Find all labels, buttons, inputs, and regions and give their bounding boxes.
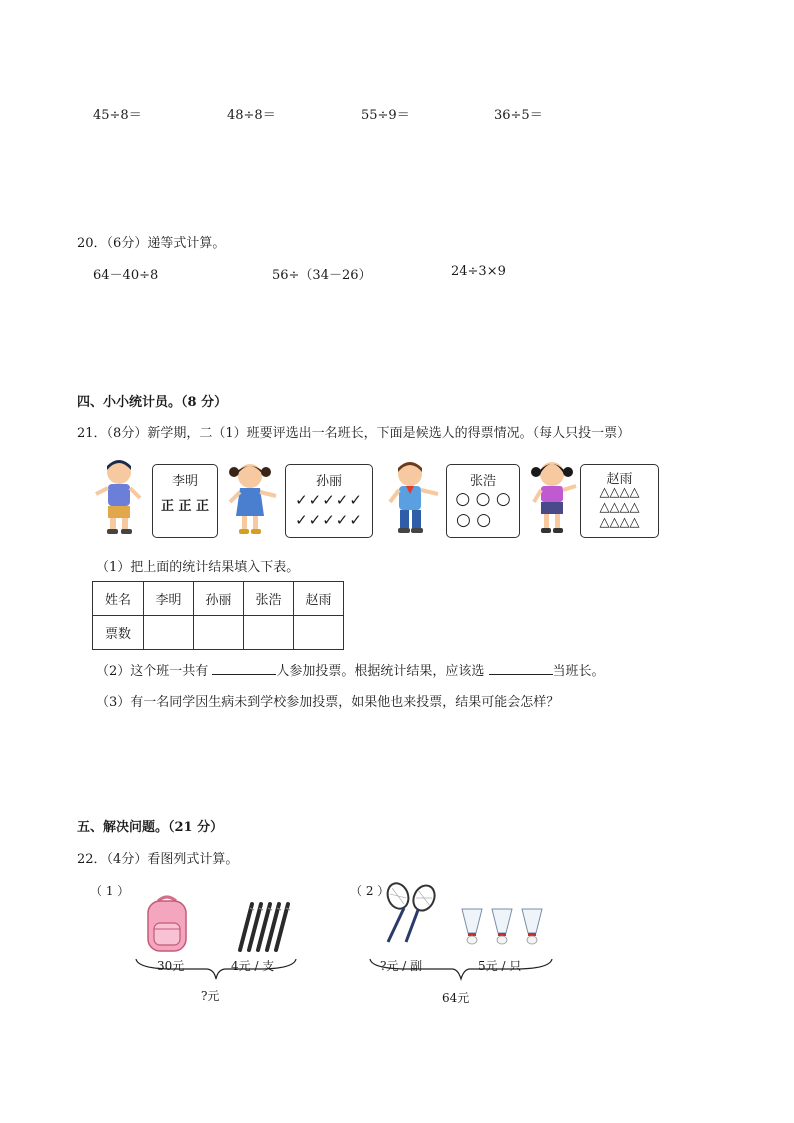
table-header-label: 姓名 <box>93 582 144 616</box>
candidate-name: 李明 <box>171 474 198 489</box>
vote-count-cell[interactable] <box>194 616 244 650</box>
tally-marks: 正 正 正 <box>160 499 210 514</box>
class-leader-blank[interactable] <box>489 662 553 675</box>
total-voters-blank[interactable] <box>212 662 276 675</box>
vote-count-cell[interactable] <box>294 616 344 650</box>
table-row <box>93 616 344 650</box>
vote-stat-table <box>92 581 344 650</box>
vote-count-cell[interactable] <box>244 616 294 650</box>
p2-total-label: 64元 <box>442 991 470 1005</box>
triangle-marks-row3: △△△△ <box>599 515 640 530</box>
check-marks-row2: ✓✓✓✓✓ <box>295 511 363 529</box>
vote-box-sunli <box>285 464 373 538</box>
badminton-rackets-icon <box>380 880 442 948</box>
racket-price-label: ?元 / 副 <box>380 959 423 973</box>
pens-icon <box>232 898 292 954</box>
circle-marks-row2: ○ ○ <box>456 510 492 530</box>
q19-expr-4: 36÷5＝ <box>494 108 543 123</box>
section5-title: 五、解决问题。（21 分） <box>77 820 224 835</box>
vote-box-liming <box>152 464 218 538</box>
q21-sub2 <box>96 660 605 679</box>
q22-title: 22．（4分）看图列式计算。 <box>77 852 239 867</box>
child-boy-2-illustration <box>384 458 442 538</box>
table-name-cell: 张浩 <box>244 582 294 616</box>
q21-sub3: （3）有一名同学因生病未到学校参加投票，如果他也来投票，结果可能会怎样？ <box>96 695 560 710</box>
table-name-cell: 李明 <box>144 582 194 616</box>
q22-p1-label: （ 1 ） <box>90 884 130 898</box>
vote-count-cell[interactable] <box>144 616 194 650</box>
table-row-label: 票数 <box>93 616 144 650</box>
section4-title: 四、小小统计员。（8 分） <box>77 395 228 410</box>
vote-box-zhanghao <box>446 464 520 538</box>
q20-title: 20．（6分）递等式计算。 <box>77 236 226 251</box>
circle-marks-row1: ○ ○ ○ <box>455 489 511 509</box>
child-boy-1-illustration <box>92 456 146 538</box>
shuttle-price-label: 5元 / 只 <box>478 959 522 973</box>
triangle-marks-row2: △△△△ <box>599 500 640 515</box>
q21-sub2-part-a: （2）这个班一共有 <box>96 664 213 679</box>
table-name-cell: 孙丽 <box>194 582 244 616</box>
q20-expr-3: 24÷3×9 <box>451 264 506 279</box>
q22-p2-label: （ 2 ） <box>350 884 390 898</box>
triangle-marks-row1: △△△△ <box>599 485 640 500</box>
p1-total-label: ?元 <box>201 989 220 1003</box>
bag-price-label: 30元 <box>157 959 185 973</box>
q20-expr-2: 56÷（34－26） <box>272 268 372 283</box>
table-name-cell: 赵雨 <box>294 582 344 616</box>
q21-sub2-part-c: 当班长。 <box>552 664 605 679</box>
q21-sub2-part-b: 人参加投票。根据统计结果，应该选 <box>276 664 489 679</box>
candidate-name: 赵雨 <box>606 472 633 487</box>
q20-expr-1: 64－40÷8 <box>93 268 159 283</box>
pen-price-label: 4元 / 支 <box>231 959 275 973</box>
vote-box-zhaoyu <box>580 464 659 538</box>
q19-expr-1: 45÷8＝ <box>93 108 142 123</box>
q19-expr-3: 55÷9＝ <box>361 108 410 123</box>
table-row <box>93 582 344 616</box>
check-marks-row1: ✓✓✓✓✓ <box>295 491 363 509</box>
backpack-icon <box>142 893 192 955</box>
shuttlecocks-icon <box>458 905 548 947</box>
child-girl-2-illustration <box>526 458 580 538</box>
q19-expr-2: 48÷8＝ <box>227 108 276 123</box>
q21-title: 21．（8分）新学期，二（1）班要评选出一名班长，下面是候选人的得票情况。（每人只投一票） <box>77 426 631 441</box>
candidate-name: 张浩 <box>469 474 496 489</box>
q21-sub1: （1）把上面的统计结果填入下表。 <box>96 560 300 575</box>
candidate-name: 孙丽 <box>315 474 342 489</box>
child-girl-1-illustration <box>222 460 280 538</box>
